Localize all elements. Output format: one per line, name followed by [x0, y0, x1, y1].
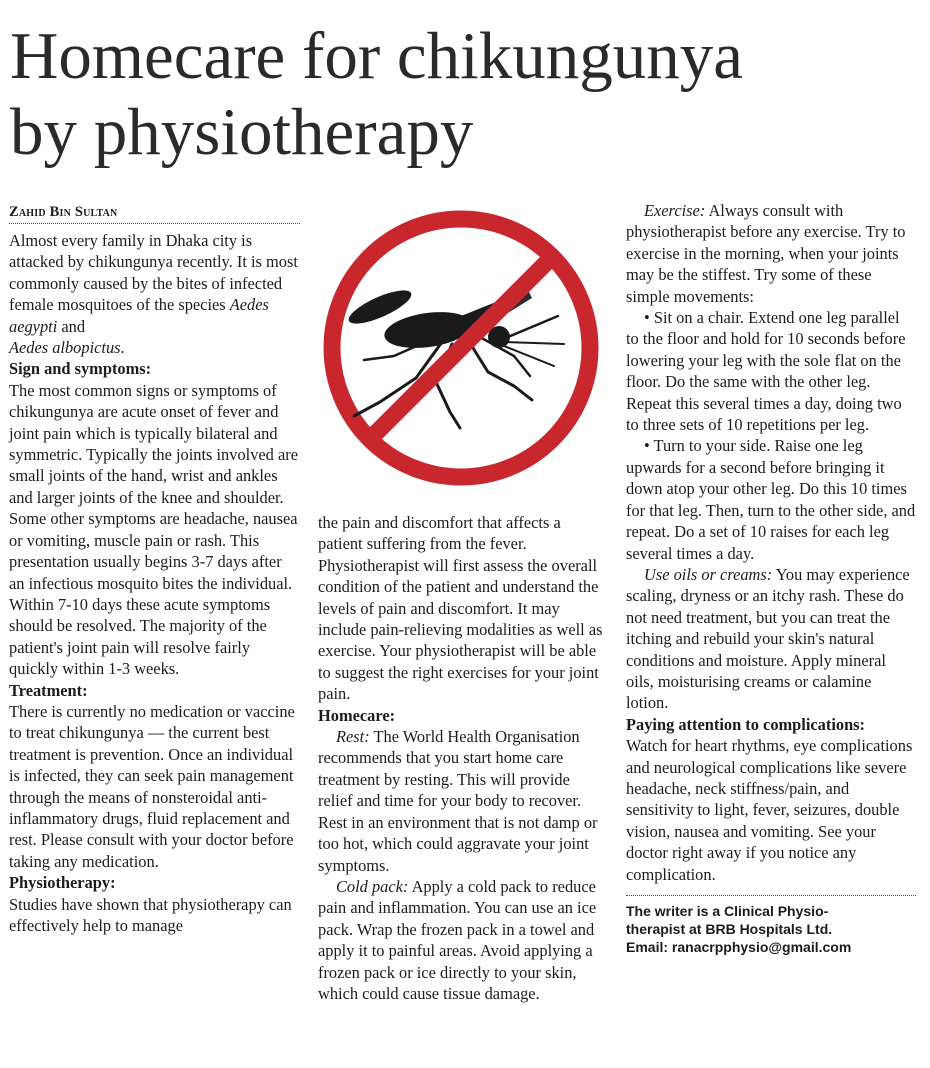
treatment-paragraph: There is currently no medication or vaccine to treat chikungunya — the current best treatment is prevention. Once an individual is infected, they can seek pain management through the means of nonsteroidal anti-inflammatory drugs, fluid replacement and rest. Please consult with your doctor before taking any medication.: [9, 701, 295, 871]
signs-paragraph: The most common signs or symptoms of chikungunya are acute onset of fever and joint pain which is typically bilateral and symmetric. Typically the joints involved are small joints of the hand, wrist and ankles and larger joints of the knee and shoulder. Some other symptoms are headache, nausea or vomiting, muscle pain or rash. This presentation usually begins 3-7 days after an infectious mosquito bites the individual. Within 7-10 days these acute symptoms should be resolved. The majority of the patient's joint pain will resolve fairly quickly within 1-3 weeks.: [9, 380, 298, 679]
headline-line-2: by physiotherapy: [10, 95, 474, 169]
physiotherapy-continued: the pain and discomfort that affects a patient suffering from the fever. Physiotherapist will first assess the overall condition of the patient and understand the levels of pain and discomfort. It may include pain-relieving modalities as well as exercise. Your physiotherapist will be able to suggest the right exercises for your joint pain.: [318, 513, 603, 704]
byline-divider: [9, 223, 300, 224]
species-aegypti: Aedes aegypti: [9, 295, 269, 336]
column-1: [9, 223, 300, 936]
author-note-line-2: therapist at BRB Hospitals Ltd.: [626, 921, 833, 937]
complications-heading: Paying attention to complications:: [626, 714, 866, 734]
column-3: [626, 200, 916, 956]
oils-paragraph: Use oils or creams: You may experience scaling, dryness or an itchy rash. These do not need treatment, but you can treat the itching and rebuild your skin's natural conditions and moisture. Apply mineral oils, moisturising creams or calamine lotion.: [626, 564, 910, 713]
no-mosquito-icon: [318, 206, 604, 490]
column-2: [318, 512, 603, 1004]
homecare-heading: Homecare:: [318, 705, 396, 725]
intro-paragraph: Almost every family in Dhaka city is attacked by chikungunya recently. It is most commonly caused by the bites of infected female mosquitoes of the species Aedes aegypti and Aedes albopictus.: [9, 231, 298, 358]
exercise-bullet-1: • Sit on a chair. Extend one leg parallel to the floor and hold for 10 seconds before lowering your leg with the sole flat on the floor. Do the same with the other leg. Repeat this several times a day, doing two to three sets of 10 repetitions per leg.: [626, 308, 906, 435]
exercise-paragraph: Exercise: Always consult with physiotherapist before any exercise. Try to exercise in the morning, when your joints may be the stiffest. Try some of these simple movements:: [626, 201, 906, 306]
exercise-bullet-2: • Turn to your side. Raise one leg upwards for a second before bringing it down atop your other leg. Do this 10 times for that leg. Then, turn to the other side, and repeat. Do a set of 10 raises for each leg several times a day.: [626, 436, 916, 563]
headline-line-1: Homecare for chikungunya: [10, 19, 743, 93]
author-email: Email: ranacrpphysio@gmail.com: [626, 939, 852, 955]
byline: Zahid Bin Sultan: [9, 204, 118, 220]
signs-heading: Sign and symptoms:: [9, 359, 152, 379]
oils-label: Use oils or creams:: [644, 564, 773, 584]
cold-pack-paragraph: Cold pack: Apply a cold pack to reduce pain and inflammation. You can use an ice pack. Wrap the frozen pack in a towel and apply it to painful areas. Avoid applying a frozen pack or ice directly to your skin, which could cause tissue damage.: [318, 876, 597, 1003]
complications-paragraph: Watch for heart rhythms, eye complications and neurological complications like severe headache, neck stiffness/pain, and sensitivity to light, fever, seizures, double vision, nausea and vomiting. See your doctor right away if you notice any complication.: [626, 736, 913, 884]
physiotherapy-paragraph: Studies have shown that physiotherapy can effectively help to manage: [9, 894, 292, 935]
exercise-label: Exercise:: [644, 201, 706, 220]
species-albopictus: Aedes albopictus: [9, 338, 121, 358]
cold-pack-label: Cold pack:: [336, 876, 409, 896]
rest-label: Rest:: [336, 727, 370, 747]
headline: [10, 18, 920, 170]
prohibition-slash: [370, 257, 552, 439]
treatment-heading: Treatment:: [9, 680, 88, 700]
author-note-line-1: The writer is a Clinical Physio-: [626, 903, 829, 919]
footer-divider: [626, 895, 916, 896]
rest-paragraph: Rest: The World Health Organisation recommends that you start home care treatment by resting. This will provide relief and time for your body to recover. Rest in an environment that is not damp or too hot, which could aggravate your joint symptoms.: [318, 727, 598, 875]
author-note: [626, 902, 916, 956]
physiotherapy-heading: Physiotherapy:: [9, 873, 116, 893]
